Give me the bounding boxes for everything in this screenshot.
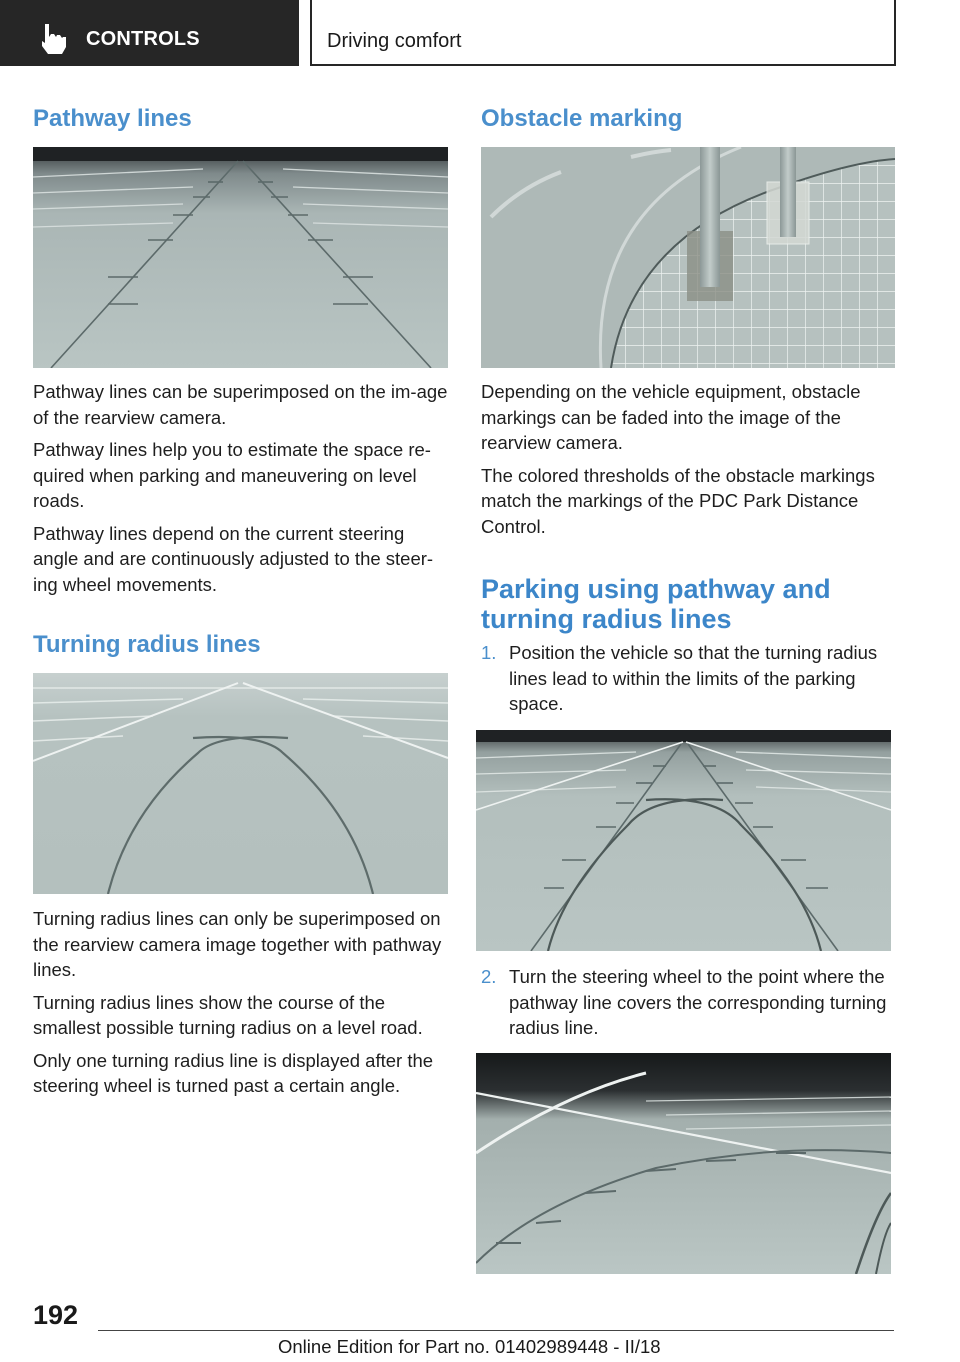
step-1: [481, 640, 895, 718]
obstacle-marking-figure: [481, 147, 895, 368]
paragraph: Depending on the vehicle equipment, obstacle markings can be faded into the image of the rearview camera.: [481, 381, 861, 453]
paragraph: Turning radius lines can only be superimposed on the rearview camera image together with pathway lines.: [33, 908, 442, 980]
parking-step2-figure: [476, 1053, 891, 1274]
section-label: CONTROLS: [86, 28, 200, 50]
step-number: 1.: [481, 642, 497, 663]
chapter-tab: [310, 0, 896, 66]
turning-radius-text: [33, 906, 449, 1106]
paragraph: Pathway lines can be superimposed on the im‐age of the rearview camera.: [33, 381, 448, 428]
parking-step1-figure: [476, 730, 891, 951]
hand-pointer-icon: [36, 22, 66, 54]
paragraph: The colored thresholds of the obstacle markings match the markings of the PDC Park Distance Control.: [481, 464, 875, 537]
pathway-lines-text: [33, 379, 449, 604]
obstacle-marking-text: [481, 379, 895, 546]
paragraph: Only one turning radius line is displayed after the steering wheel is turned past a certain angle.: [33, 1049, 434, 1096]
step-text: Turn the steering wheel to the point where the pathway line covers the corresponding turning radius line.: [509, 966, 887, 1038]
section-tab: [0, 0, 299, 66]
parking-heading: [481, 574, 895, 634]
turning-radius-heading: Turning radius lines: [33, 631, 261, 658]
page-number: 192: [33, 1300, 79, 1330]
heading-line: turning radius lines: [481, 604, 732, 634]
pathway-lines-heading: Pathway lines: [33, 105, 192, 132]
paragraph: Pathway lines help you to estimate the space re‐quired when parking and maneuvering on level roads.: [33, 439, 431, 511]
edition-text: Online Edition for Part no. 01402989448 - II/18: [278, 1336, 661, 1357]
pathway-lines-figure: [33, 147, 448, 368]
paragraph: Turning radius lines show the course of the smallest possible turning radius on a level road.: [33, 991, 423, 1038]
heading-line: Parking using pathway and: [481, 574, 831, 604]
step-number: 2.: [481, 966, 497, 987]
turning-radius-figure: [33, 673, 448, 894]
obstacle-marking-heading: Obstacle marking: [481, 105, 683, 132]
step-2: [481, 964, 895, 1042]
chapter-label: Driving comfort: [327, 30, 462, 52]
paragraph: Pathway lines depend on the current steering angle and are continuously adjusted to the steer‐ing wheel movements.: [33, 522, 434, 595]
footer-divider: [98, 1330, 894, 1331]
step-text: Position the vehicle so that the turning radius lines lead to within the limits of the parking space.: [509, 642, 878, 714]
